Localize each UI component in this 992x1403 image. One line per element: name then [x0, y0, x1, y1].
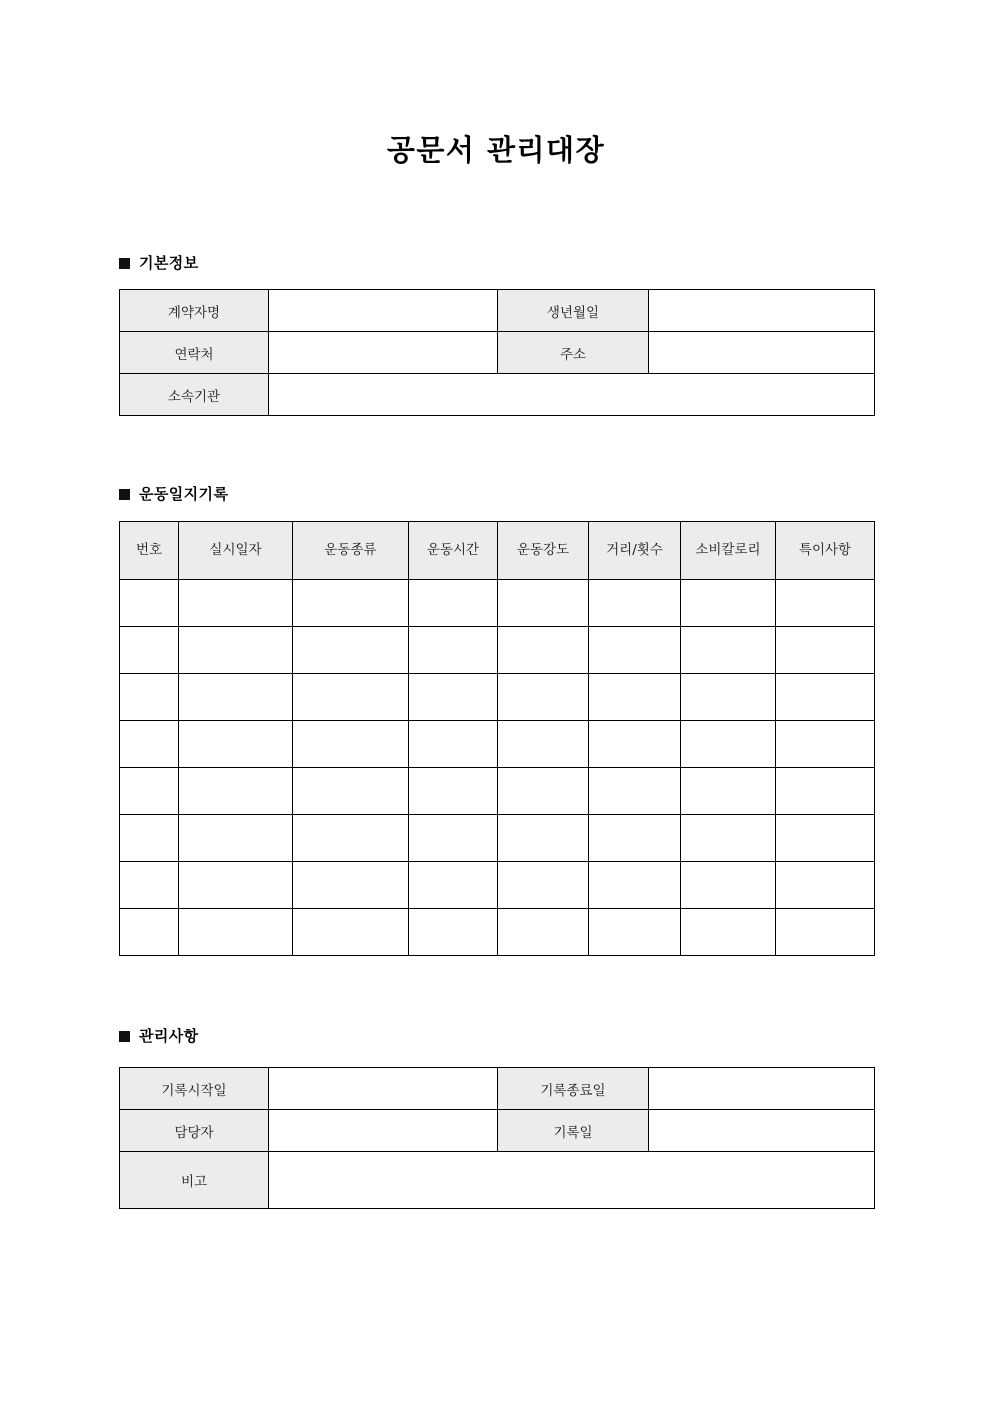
- table-cell[interactable]: [776, 580, 875, 627]
- table-cell[interactable]: [179, 721, 293, 768]
- field-value-record-end-date[interactable]: [649, 1068, 875, 1110]
- table-cell[interactable]: [498, 862, 589, 909]
- table-cell[interactable]: [681, 815, 776, 862]
- table-cell[interactable]: [293, 721, 409, 768]
- section-heading-basic-info: [119, 256, 199, 271]
- table-cell[interactable]: [179, 674, 293, 721]
- table-cell[interactable]: [293, 815, 409, 862]
- table-cell[interactable]: [589, 721, 681, 768]
- table-cell[interactable]: [120, 862, 179, 909]
- column-header-exercise-type: 운동종류: [293, 522, 409, 580]
- section-heading-label: 관리사항: [139, 1027, 199, 1045]
- table-cell[interactable]: [498, 815, 589, 862]
- table-cell[interactable]: [293, 674, 409, 721]
- table-cell[interactable]: [589, 674, 681, 721]
- basic-info-table: [119, 289, 875, 416]
- table-cell[interactable]: [498, 768, 589, 815]
- table-cell[interactable]: [776, 815, 875, 862]
- table-cell[interactable]: [589, 815, 681, 862]
- table-cell[interactable]: [179, 815, 293, 862]
- field-label-remarks: 비고: [120, 1152, 269, 1209]
- field-label-address: 주소: [498, 332, 649, 374]
- table-cell[interactable]: [120, 909, 179, 956]
- square-bullet-icon: [119, 1031, 130, 1042]
- table-cell[interactable]: [681, 627, 776, 674]
- section-heading-admin-info: [119, 1029, 199, 1044]
- table-cell[interactable]: [776, 862, 875, 909]
- table-row: [120, 374, 875, 416]
- field-label-record-end-date: 기록종료일: [498, 1068, 649, 1110]
- table-cell[interactable]: [589, 862, 681, 909]
- table-row: [120, 721, 875, 768]
- field-value-contact[interactable]: [269, 332, 498, 374]
- table-row: [120, 627, 875, 674]
- field-value-contractor-name[interactable]: [269, 290, 498, 332]
- table-cell[interactable]: [409, 862, 498, 909]
- table-cell[interactable]: [681, 862, 776, 909]
- table-cell[interactable]: [776, 909, 875, 956]
- table-cell[interactable]: [293, 580, 409, 627]
- table-cell[interactable]: [409, 721, 498, 768]
- table-cell[interactable]: [681, 909, 776, 956]
- table-cell[interactable]: [293, 768, 409, 815]
- table-cell[interactable]: [498, 627, 589, 674]
- field-value-organization[interactable]: [269, 374, 875, 416]
- table-row: [120, 290, 875, 332]
- table-cell[interactable]: [776, 627, 875, 674]
- column-header-duration: 운동시간: [409, 522, 498, 580]
- field-label-organization: 소속기관: [120, 374, 269, 416]
- table-cell[interactable]: [409, 768, 498, 815]
- table-cell[interactable]: [120, 627, 179, 674]
- field-label-person-in-charge: 담당자: [120, 1110, 269, 1152]
- field-value-record-start-date[interactable]: [269, 1068, 498, 1110]
- table-cell[interactable]: [681, 580, 776, 627]
- table-cell[interactable]: [293, 862, 409, 909]
- square-bullet-icon: [119, 258, 130, 269]
- table-row: [120, 580, 875, 627]
- table-cell[interactable]: [179, 627, 293, 674]
- table-cell[interactable]: [409, 909, 498, 956]
- table-cell[interactable]: [498, 580, 589, 627]
- table-row: [120, 815, 875, 862]
- table-row: [120, 332, 875, 374]
- page-title: 공문서 관리대장: [386, 133, 606, 167]
- table-cell[interactable]: [409, 674, 498, 721]
- field-value-person-in-charge[interactable]: [269, 1110, 498, 1152]
- table-cell[interactable]: [120, 815, 179, 862]
- table-cell[interactable]: [120, 674, 179, 721]
- column-header-intensity: 운동강도: [498, 522, 589, 580]
- section-heading-label: 기본정보: [139, 254, 199, 272]
- table-cell[interactable]: [589, 909, 681, 956]
- admin-info-table: [119, 1067, 875, 1209]
- table-row: [120, 909, 875, 956]
- exercise-log-body: [120, 580, 875, 956]
- table-row: [120, 1110, 875, 1152]
- field-value-remarks[interactable]: [269, 1152, 875, 1209]
- table-cell[interactable]: [120, 768, 179, 815]
- table-cell[interactable]: [120, 721, 179, 768]
- table-header-row: [120, 522, 875, 580]
- table-cell[interactable]: [498, 674, 589, 721]
- field-label-contact: 연락처: [120, 332, 269, 374]
- column-header-calories: 소비칼로리: [681, 522, 776, 580]
- table-cell[interactable]: [589, 580, 681, 627]
- section-heading-label: 운동일지기록: [139, 485, 229, 503]
- field-value-record-date[interactable]: [649, 1110, 875, 1152]
- field-label-contractor-name: 계약자명: [120, 290, 269, 332]
- table-cell[interactable]: [409, 815, 498, 862]
- table-cell[interactable]: [120, 580, 179, 627]
- field-value-address[interactable]: [649, 332, 875, 374]
- table-row: [120, 862, 875, 909]
- table-cell[interactable]: [179, 580, 293, 627]
- section-heading-exercise-log: [119, 487, 228, 502]
- table-cell[interactable]: [681, 768, 776, 815]
- table-cell[interactable]: [409, 580, 498, 627]
- table-cell[interactable]: [179, 862, 293, 909]
- table-cell[interactable]: [179, 909, 293, 956]
- column-header-notes: 특이사항: [776, 522, 875, 580]
- table-row: [120, 674, 875, 721]
- table-row: [120, 1068, 875, 1110]
- column-header-number: 번호: [120, 522, 179, 580]
- table-cell[interactable]: [589, 768, 681, 815]
- field-label-record-date: 기록일: [498, 1110, 649, 1152]
- table-cell[interactable]: [293, 909, 409, 956]
- table-cell[interactable]: [498, 721, 589, 768]
- column-header-date: 실시일자: [179, 522, 293, 580]
- table-cell[interactable]: [293, 627, 409, 674]
- table-row: [120, 768, 875, 815]
- table-cell[interactable]: [589, 627, 681, 674]
- exercise-log-table: [119, 521, 875, 956]
- table-row: [120, 1152, 875, 1209]
- field-label-record-start-date: 기록시작일: [120, 1068, 269, 1110]
- column-header-distance-count: 거리/횟수: [589, 522, 681, 580]
- table-cell[interactable]: [498, 909, 589, 956]
- table-cell[interactable]: [179, 768, 293, 815]
- table-cell[interactable]: [681, 674, 776, 721]
- table-cell[interactable]: [409, 627, 498, 674]
- table-cell[interactable]: [681, 721, 776, 768]
- field-value-birthdate[interactable]: [649, 290, 875, 332]
- table-cell[interactable]: [776, 768, 875, 815]
- table-cell[interactable]: [776, 674, 875, 721]
- square-bullet-icon: [119, 489, 130, 500]
- table-cell[interactable]: [776, 721, 875, 768]
- field-label-birthdate: 생년월일: [498, 290, 649, 332]
